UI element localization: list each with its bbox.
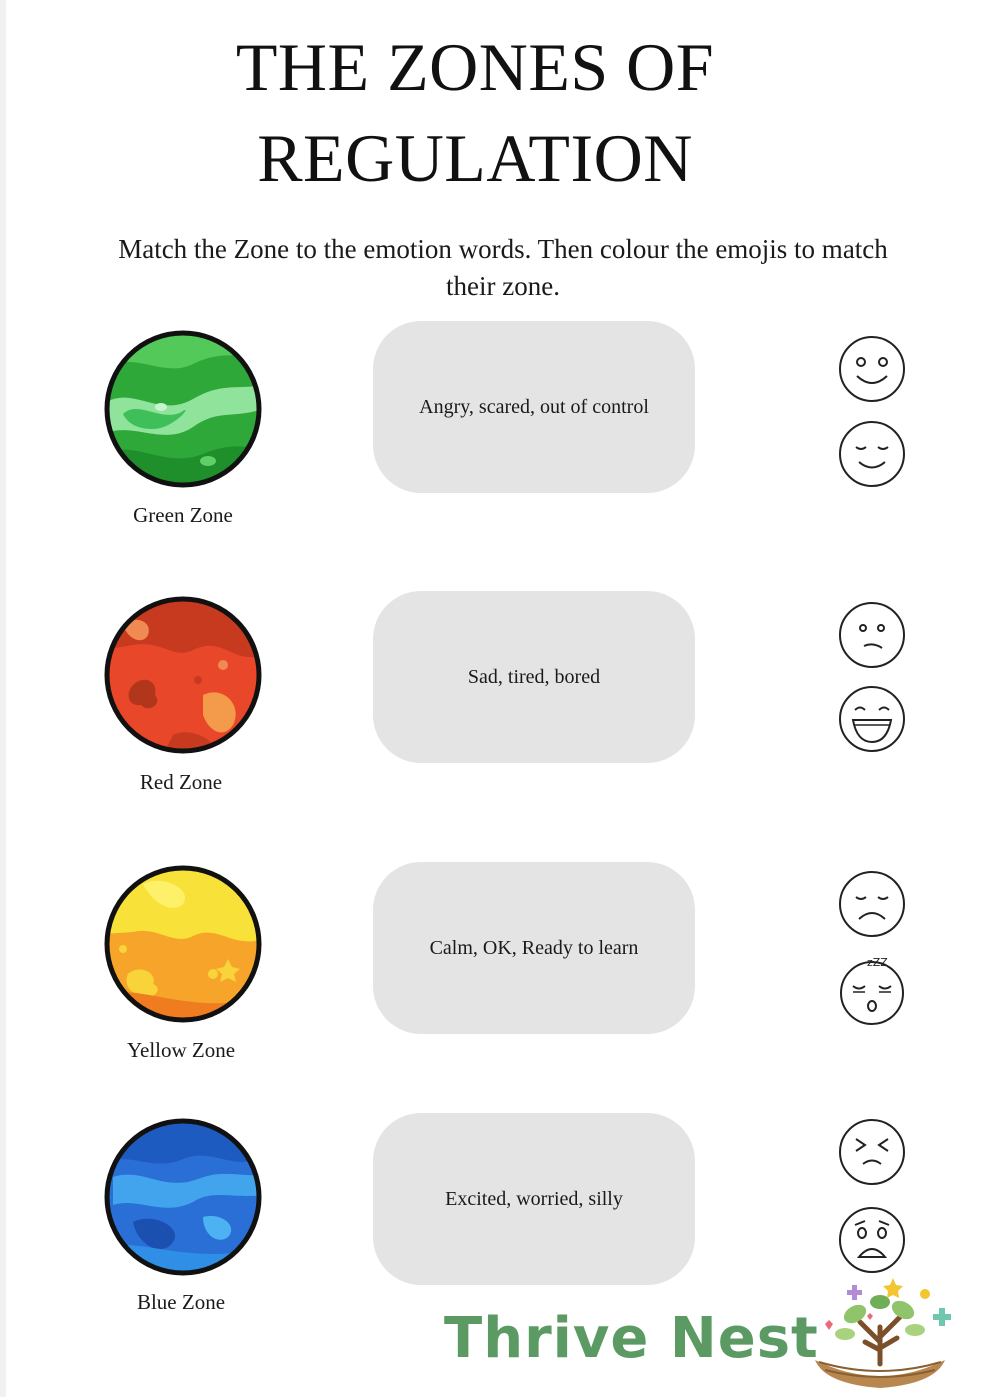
smiling-face-icon [837,334,907,404]
yellow-planet-icon [103,864,263,1024]
emotion-text-3: Calm, OK, Ready to learn [429,936,639,959]
emotion-box-4 [373,1113,695,1285]
emotion-text-1: Angry, scared, out of control [419,395,649,418]
content-face-icon [837,419,907,489]
emotion-box-1 [373,321,695,493]
green-planet-icon [103,329,263,489]
grinning-face-icon [837,684,907,754]
zone-label-red: Red Zone [139,770,223,794]
blue-planet-icon [103,1117,263,1277]
nest-tree-logo-icon [805,1272,955,1390]
page-edge [0,0,6,1397]
zone-label-green: Green Zone [133,503,233,527]
emotion-box-2 [373,591,695,763]
unsure-face-icon [837,600,907,670]
brand-name: Thrive Nest [444,1306,819,1371]
title-line-2: REGULATION [257,120,693,196]
title-line-1: THE ZONES OF [235,29,715,105]
squinting-face-icon [837,1117,907,1187]
zone-label-blue: Blue Zone [136,1290,226,1314]
emotion-text-4: Excited, worried, silly [445,1187,623,1210]
sleeping-face-icon [837,956,907,1026]
emotion-box-3 [373,862,695,1034]
instructions-text: Match the Zone to the emotion words. Then colour the emojis to match their zone. [118,234,888,301]
emotion-text-2: Sad, tired, bored [467,665,601,688]
worried-face-icon [837,1205,907,1275]
red-planet-icon [103,595,263,755]
svg-text:zZZ: zZZ [867,956,888,969]
zone-label-yellow: Yellow Zone [126,1038,236,1062]
sad-face-icon [837,869,907,939]
page-title [0,22,950,204]
